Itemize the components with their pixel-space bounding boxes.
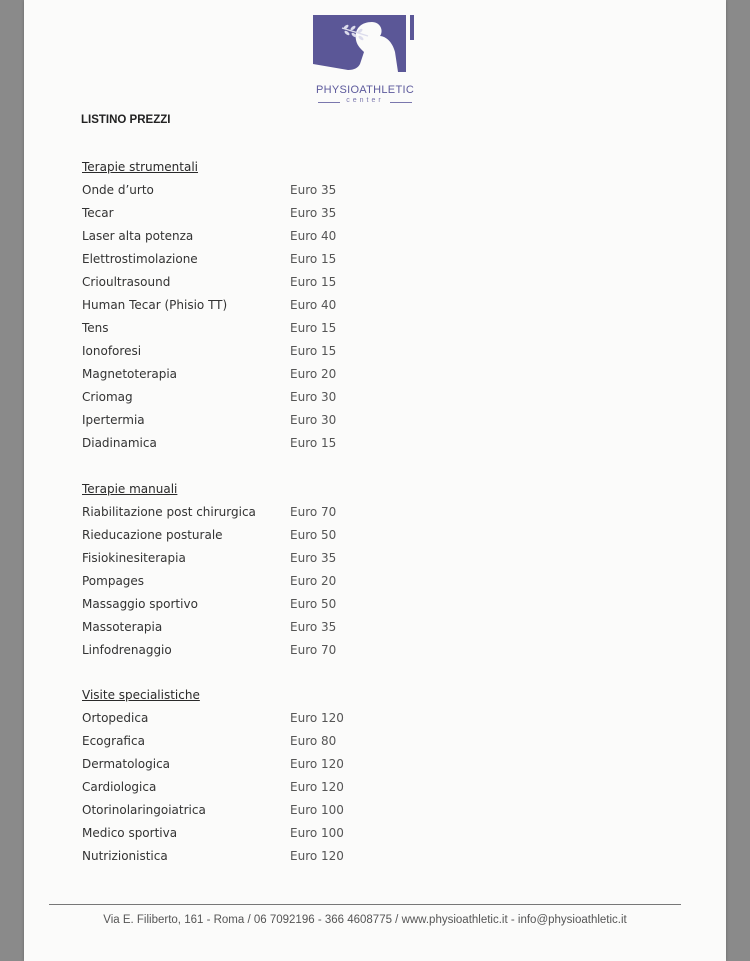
treatment-price: Euro 70 xyxy=(290,643,337,657)
treatment-name: Pompages xyxy=(82,574,145,588)
price-row xyxy=(82,179,502,202)
treatment-price: Euro 35 xyxy=(290,206,337,220)
treatment-name: Dermatologica xyxy=(82,757,171,771)
treatment-price: Euro 100 xyxy=(290,826,344,840)
price-row xyxy=(82,248,502,271)
treatment-price: Euro 120 xyxy=(290,757,344,771)
treatment-price: Euro 35 xyxy=(290,551,337,565)
treatment-price: Euro 40 xyxy=(290,298,337,312)
price-row xyxy=(82,639,502,662)
treatment-name: Cardiologica xyxy=(82,780,157,794)
price-row xyxy=(82,616,502,639)
treatment-price: Euro 50 xyxy=(290,528,337,542)
document-page xyxy=(24,0,726,961)
logo-subtitle: center xyxy=(346,97,384,104)
price-row xyxy=(82,524,502,547)
price-row xyxy=(82,593,502,616)
treatment-name: Massoterapia xyxy=(82,620,163,634)
treatment-name: Ortopedica xyxy=(82,711,149,725)
treatment-name: Otorinolaringoiatrica xyxy=(82,803,206,817)
treatment-price: Euro 20 xyxy=(290,367,337,381)
price-row xyxy=(82,547,502,570)
price-row xyxy=(82,730,502,753)
treatment-price: Euro 20 xyxy=(290,574,337,588)
treatment-name: Diadinamica xyxy=(82,436,157,450)
page-title: LISTINO PREZZI xyxy=(81,114,171,126)
price-row xyxy=(82,570,502,593)
logo-name: PHYSIOATHLETIC xyxy=(315,84,415,96)
treatment-name: Linfodrenaggio xyxy=(82,643,172,657)
physioathletic-logo xyxy=(310,12,420,112)
treatment-name: Onde d’urto xyxy=(82,183,154,197)
treatment-price: Euro 120 xyxy=(290,780,344,794)
treatment-price: Euro 40 xyxy=(290,229,337,243)
treatment-price: Euro 15 xyxy=(290,252,337,266)
price-row xyxy=(82,822,502,845)
price-row xyxy=(82,753,502,776)
treatment-price: Euro 80 xyxy=(290,734,337,748)
price-row xyxy=(82,202,502,225)
treatment-name: Magnetoterapia xyxy=(82,367,178,381)
treatment-price: Euro 120 xyxy=(290,849,344,863)
treatment-price: Euro 30 xyxy=(290,413,337,427)
price-row xyxy=(82,225,502,248)
treatment-price: Euro 15 xyxy=(290,321,337,335)
treatment-name: Elettrostimolazione xyxy=(82,252,198,266)
footer-contact-info: Via E. Filiberto, 161 - Roma / 06 7092196 - 366 4608775 / www.physioathletic.it - info@physioathletic.it xyxy=(103,914,627,926)
price-row xyxy=(82,432,502,455)
treatment-name: Riabilitazione post chirurgica xyxy=(82,505,256,519)
treatment-name: Fisiokinesiterapia xyxy=(82,551,186,565)
price-row xyxy=(82,799,502,822)
price-row xyxy=(82,845,502,868)
price-row xyxy=(82,776,502,799)
price-row xyxy=(82,294,502,317)
section-title: Visite specialistiche xyxy=(82,688,200,702)
section-terapie-manuali xyxy=(82,478,502,662)
treatment-name: Tecar xyxy=(82,206,114,220)
treatment-name: Crioultrasound xyxy=(82,275,171,289)
treatment-price: Euro 35 xyxy=(290,620,337,634)
treatment-name: Criomag xyxy=(82,390,133,404)
treatment-price: Euro 15 xyxy=(290,436,337,450)
price-row xyxy=(82,386,502,409)
treatment-price: Euro 15 xyxy=(290,344,337,358)
treatment-name: Ecografica xyxy=(82,734,145,748)
price-row xyxy=(82,707,502,730)
treatment-name: Ipertermia xyxy=(82,413,145,427)
treatment-price: Euro 15 xyxy=(290,275,337,289)
section-title: Terapie manuali xyxy=(82,482,178,496)
treatment-price: Euro 50 xyxy=(290,597,337,611)
treatment-price: Euro 30 xyxy=(290,390,337,404)
section-terapie-strumentali xyxy=(82,156,502,455)
price-row xyxy=(82,317,502,340)
footer-divider xyxy=(49,904,681,905)
treatment-price: Euro 100 xyxy=(290,803,344,817)
athlete-head-icon xyxy=(310,12,420,82)
section-visite-specialistiche xyxy=(82,684,502,868)
treatment-price: Euro 120 xyxy=(290,711,344,725)
logo-rule-right xyxy=(390,102,412,103)
treatment-name: Laser alta potenza xyxy=(82,229,194,243)
treatment-name: Human Tecar (Phisio TT) xyxy=(82,298,228,312)
treatment-name: Tens xyxy=(82,321,109,335)
treatment-name: Massaggio sportivo xyxy=(82,597,198,611)
treatment-name: Medico sportiva xyxy=(82,826,178,840)
price-row xyxy=(82,363,502,386)
section-title: Terapie strumentali xyxy=(82,160,199,174)
price-row xyxy=(82,271,502,294)
treatment-price: Euro 35 xyxy=(290,183,337,197)
treatment-name: Nutrizionistica xyxy=(82,849,168,863)
price-row xyxy=(82,409,502,432)
treatment-price: Euro 70 xyxy=(290,505,337,519)
treatment-name: Rieducazione posturale xyxy=(82,528,223,542)
price-row xyxy=(82,501,502,524)
treatment-name: Ionoforesi xyxy=(82,344,142,358)
price-row xyxy=(82,340,502,363)
